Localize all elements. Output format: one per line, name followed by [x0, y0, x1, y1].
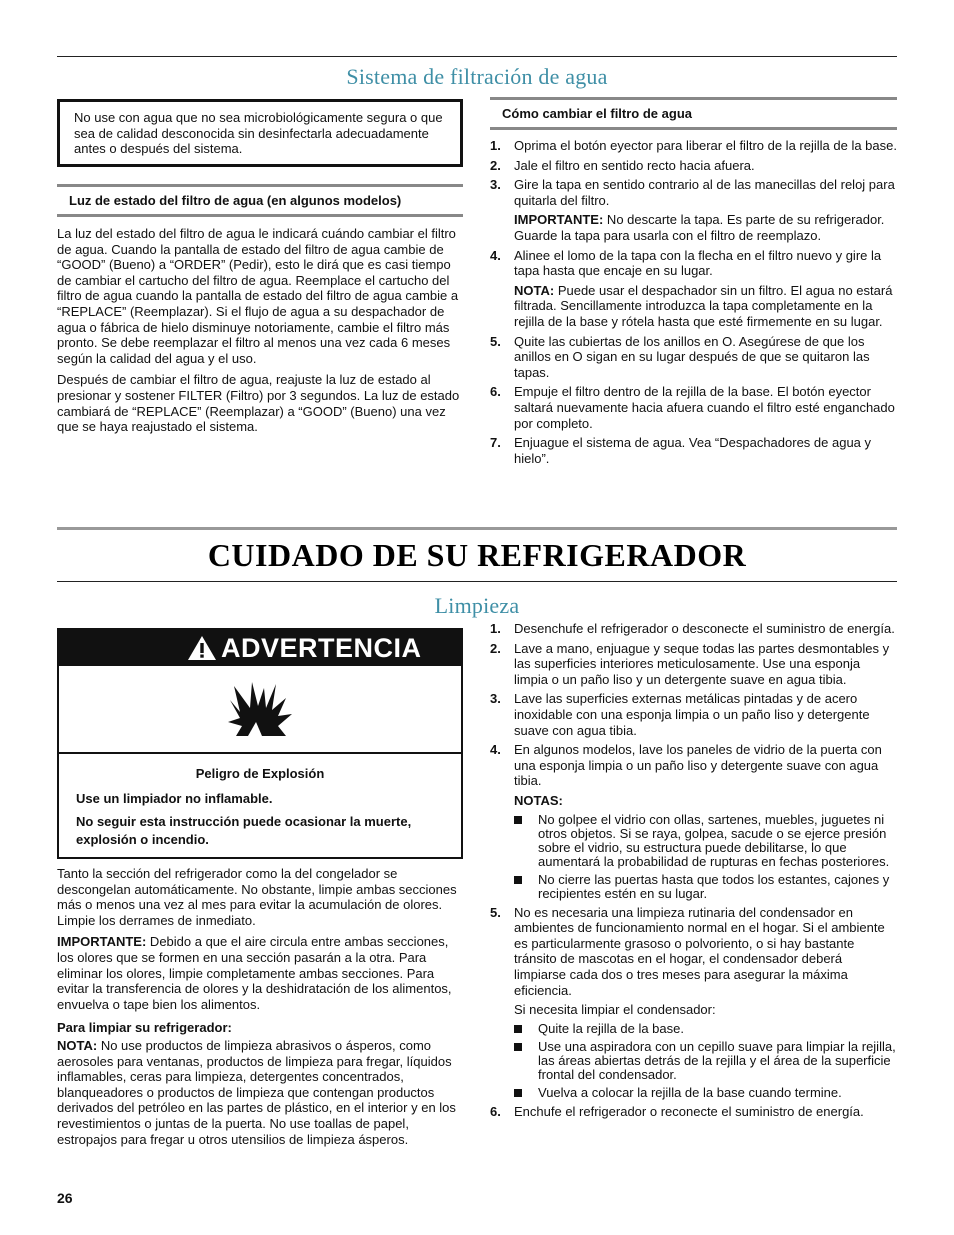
bullet-text: No golpee el vidrio con ollas, sartenes, muebles, juguetes ni otros objetos. Si se raya, golpea, sacude o se ejerce presión sobre el vidrio, su estructura puede debilitarse, lo que aumentará la probabilidad de rupturas en fechas posteriores. — [538, 811, 890, 869]
note-text: Puede usar el despachador sin un filtro. El agua no estará filtrada. Sencillamente introduzca la tapa completamente en la rejilla de la base y rótela hasta que esté firmemente en su lugar. — [514, 282, 893, 329]
step-number: 3. — [490, 691, 501, 707]
filter-step — [490, 334, 897, 381]
filter-step — [490, 248, 897, 330]
step-text: Lave a mano, enjuague y seque todas las partes desmontables y las superficies interiores meticulosamente. Use una esponja limpia o un paño liso y un detergente suave en agua tibia. — [514, 640, 890, 687]
caution-text: No use con agua que no sea microbiológicamente segura o que sea de calidad desconocida sin desinfectarla adecuadamente antes o después del sistema. — [74, 110, 443, 157]
step-number: 4. — [490, 742, 501, 758]
page-number: 26 — [57, 1190, 73, 1206]
condenser-intro: Si necesita limpiar el condensador: — [514, 1002, 716, 1018]
bullet-text: Quite la rejilla de la base. — [538, 1020, 684, 1036]
cleaning-text — [57, 866, 463, 1153]
condenser-bullet — [514, 1040, 897, 1082]
note-bullet — [514, 813, 897, 869]
cleaning-step — [490, 742, 897, 900]
note-label: NOTA: — [57, 1037, 98, 1053]
main-title: CUIDADO DE SU REFRIGERADOR — [207, 537, 747, 573]
bullet-square-icon — [514, 816, 522, 824]
step-text: Jale el filtro en sentido recto hacia afuera. — [514, 157, 755, 173]
cleaning-note — [57, 1038, 463, 1147]
bullet-square-icon — [514, 876, 522, 884]
condenser-bullet — [514, 1086, 897, 1100]
filter-step — [490, 177, 897, 243]
step-text: Enchufe el refrigerador o reconecte el suministro de energía. — [514, 1103, 864, 1119]
cleaning-steps — [490, 621, 897, 1123]
cleaning-title: Limpieza — [434, 593, 520, 618]
step-number: 1. — [490, 138, 501, 153]
step-text: Desenchufe el refrigerador o desconecte el suministro de energía. — [514, 621, 895, 636]
notes-label: NOTAS: — [514, 792, 563, 808]
step-number: 6. — [490, 1103, 501, 1119]
step-number: 5. — [490, 904, 501, 920]
filter-step — [490, 138, 897, 154]
step-text: Oprima el botón eyector para liberar el filtro de la rejilla de la base. — [514, 138, 897, 153]
status-heading: Luz de estado del filtro de agua (en algunos modelos) — [57, 184, 463, 217]
note-label: IMPORTANTE: — [514, 212, 604, 228]
main-title-top-rule — [57, 527, 897, 530]
warning-banner-text: ADVERTENCIA — [221, 633, 422, 663]
warning-box — [57, 628, 463, 859]
note-text: No use productos de limpieza abrasivos o ásperos, como aerosoles para ventanas, productos de limpieza para fregar, líquidos inflamables, ceras para limpieza, detergentes concentrados, blanqueadores o productos de limpieza que contengan productos derivados del petróleo en las partes de plástico, en el interior y en los revestimientos o juntas de la puerta. No use toallas de papel, estropajos para fregar u otros utensilios de limpieza ásperos. — [57, 1037, 456, 1147]
step-number: 1. — [490, 621, 501, 636]
step-number: 5. — [490, 333, 501, 349]
bullet-text: Use una aspiradora con un cepillo suave para limpiar la rejilla, las áreas abiertas detrás de la rejilla y el área de la superficie frontal del condensador. — [538, 1038, 896, 1082]
condenser-bullet — [514, 1022, 897, 1036]
cleaning-step — [490, 1104, 897, 1120]
caution-box — [57, 99, 463, 167]
step-text: Enjuague el sistema de agua. Vea “Despachadores de agua y hielo”. — [514, 435, 872, 466]
step-number: 2. — [490, 157, 501, 173]
note-text: No descarte la tapa. Es parte de su refrigerador. Guarde la tapa para usarla con el filtro de reemplazo. — [514, 212, 885, 243]
cleaning-sub-heading: Para limpiar su refrigerador: — [57, 1020, 232, 1036]
warning-icon-panel — [59, 666, 461, 754]
warning-line-1: Use un limpiador no inflamable. — [76, 791, 273, 806]
note-label: NOTA: — [514, 282, 555, 298]
step-text: Empuje el filtro dentro de la rejilla de la base. El botón eyector saltará nuevamente hacia afuera cuando el filtro esté enganchado por completo. — [514, 384, 895, 431]
step-number: 7. — [490, 435, 501, 451]
explosion-icon — [226, 678, 296, 740]
step-text: No es necesaria una limpieza rutinaria del condensador en ambientes de funcionamiento normal en el hogar. Si el ambiente es particularmente grasoso o polvoriento, o si hay bastante tránsito de mascotas en el hogar, el condensador deberá limpiarse cada dos o tres meses para asegurar la máxima eficiencia. — [514, 904, 885, 998]
step-number: 6. — [490, 384, 501, 400]
important-label: IMPORTANTE: — [57, 934, 147, 950]
step-text: Quite las cubiertas de los anillos en O. Asegúrese de que los anillos en O sigan en su lugar después de que se quitaron las tapas. — [514, 333, 870, 380]
step-number: 3. — [490, 177, 501, 193]
cleaning-paragraph-2 — [57, 934, 463, 1012]
warning-triangle-icon — [187, 635, 217, 661]
note-bullet — [514, 873, 897, 901]
status-paragraph-1: La luz del estado del filtro de agua le indicará cuándo cambiar el filtro de agua. Cuando la pantalla de estado del filtro de agua cambie de “GOOD” (Bueno) a “ORDER” (Pedir), esto le dirá que es casi tiempo de cambiar el cartucho del filtro de agua. Reemplace el cartucho del filtro de agua cuando la pantalla de estado del filtro de agua cambie a “REPLACE” (Reemplazar). Si el flujo de agua a su despachador de agua o fábrica de hielo disminuye notoriamente, cambie el filtro más pronto. Se debe reemplazar el filtro al menos una vez cada 6 meses según la calidad del agua y el uso. — [57, 226, 459, 366]
warning-line-2: No seguir esta instrucción puede ocasionar la muerte, explosión o incendio. — [76, 814, 412, 847]
step-text: Lave las superficies externas metálicas pintadas y de acero inoxidable con una esponja limpia o un paño liso y detergente suave con agua tibia. — [514, 691, 870, 738]
main-title-bottom-rule — [57, 581, 897, 582]
bullet-text: Vuelva a colocar la rejilla de la base cuando termine. — [538, 1084, 842, 1100]
step-number: 2. — [490, 640, 501, 656]
warning-banner — [59, 630, 461, 666]
bullet-text: No cierre las puertas hasta que todos los estantes, cajones y recipientes estén en su lugar. — [538, 871, 890, 901]
step-number: 4. — [490, 247, 501, 263]
status-paragraph-2: Después de cambiar el filtro de agua, reajuste la luz de estado al presionar y sostener FILTER (Filtro) por 3 segundos. La luz de estado cambiará de “REPLACE” (Reemplazar) a “GOOD” (Bueno) una vez que se haya reajustado el sistema. — [57, 372, 460, 435]
bullet-square-icon — [514, 1089, 522, 1097]
cleaning-step — [490, 905, 897, 1100]
warning-hazard: Peligro de Explosión — [195, 766, 325, 781]
important-text: Debido a que el aire circula entre ambas secciones, los olores que se formen en una sección pasarán a la otra. Para eliminar los olores, limpie completamente ambas secciones. Para evitar la transferencia de olores y la deshidratación de los alimentos, envuelva o tape bien los alimentos. — [57, 934, 452, 1012]
bullet-square-icon — [514, 1043, 522, 1051]
filter-step — [490, 158, 897, 174]
cleaning-step — [490, 621, 897, 637]
filter-step — [490, 435, 897, 466]
water-filtration-title: Sistema de filtración de agua — [346, 64, 608, 89]
bullet-square-icon — [514, 1025, 522, 1033]
change-filter-heading: Cómo cambiar el filtro de agua — [490, 97, 897, 130]
cleaning-step — [490, 691, 897, 738]
top-rule — [57, 56, 897, 57]
status-text — [57, 226, 463, 441]
cleaning-paragraph-1: Tanto la sección del refrigerador como la del congelador se descongelan automáticamente. No obstante, limpie ambas secciones más o menos una vez al mes para evitar la acumulación de olores. Limpie los derrames de inmediato. — [57, 866, 457, 928]
filter-steps — [490, 138, 897, 470]
step-text: En algunos modelos, lave los paneles de vidrio de la puerta con una esponja limpia o un paño liso y detergente suave con agua tibia. — [514, 742, 882, 789]
cleaning-step — [490, 641, 897, 688]
step-text: Gire la tapa en sentido contrario al de las manecillas del reloj para quitarla del filtro. — [514, 177, 895, 208]
step-text: Alinee el lomo de la tapa con la flecha en el filtro nuevo y gire la tapa hasta que encaje en su lugar. — [514, 247, 882, 279]
filter-step — [490, 384, 897, 431]
step-note — [514, 283, 897, 330]
step-note — [514, 212, 897, 243]
